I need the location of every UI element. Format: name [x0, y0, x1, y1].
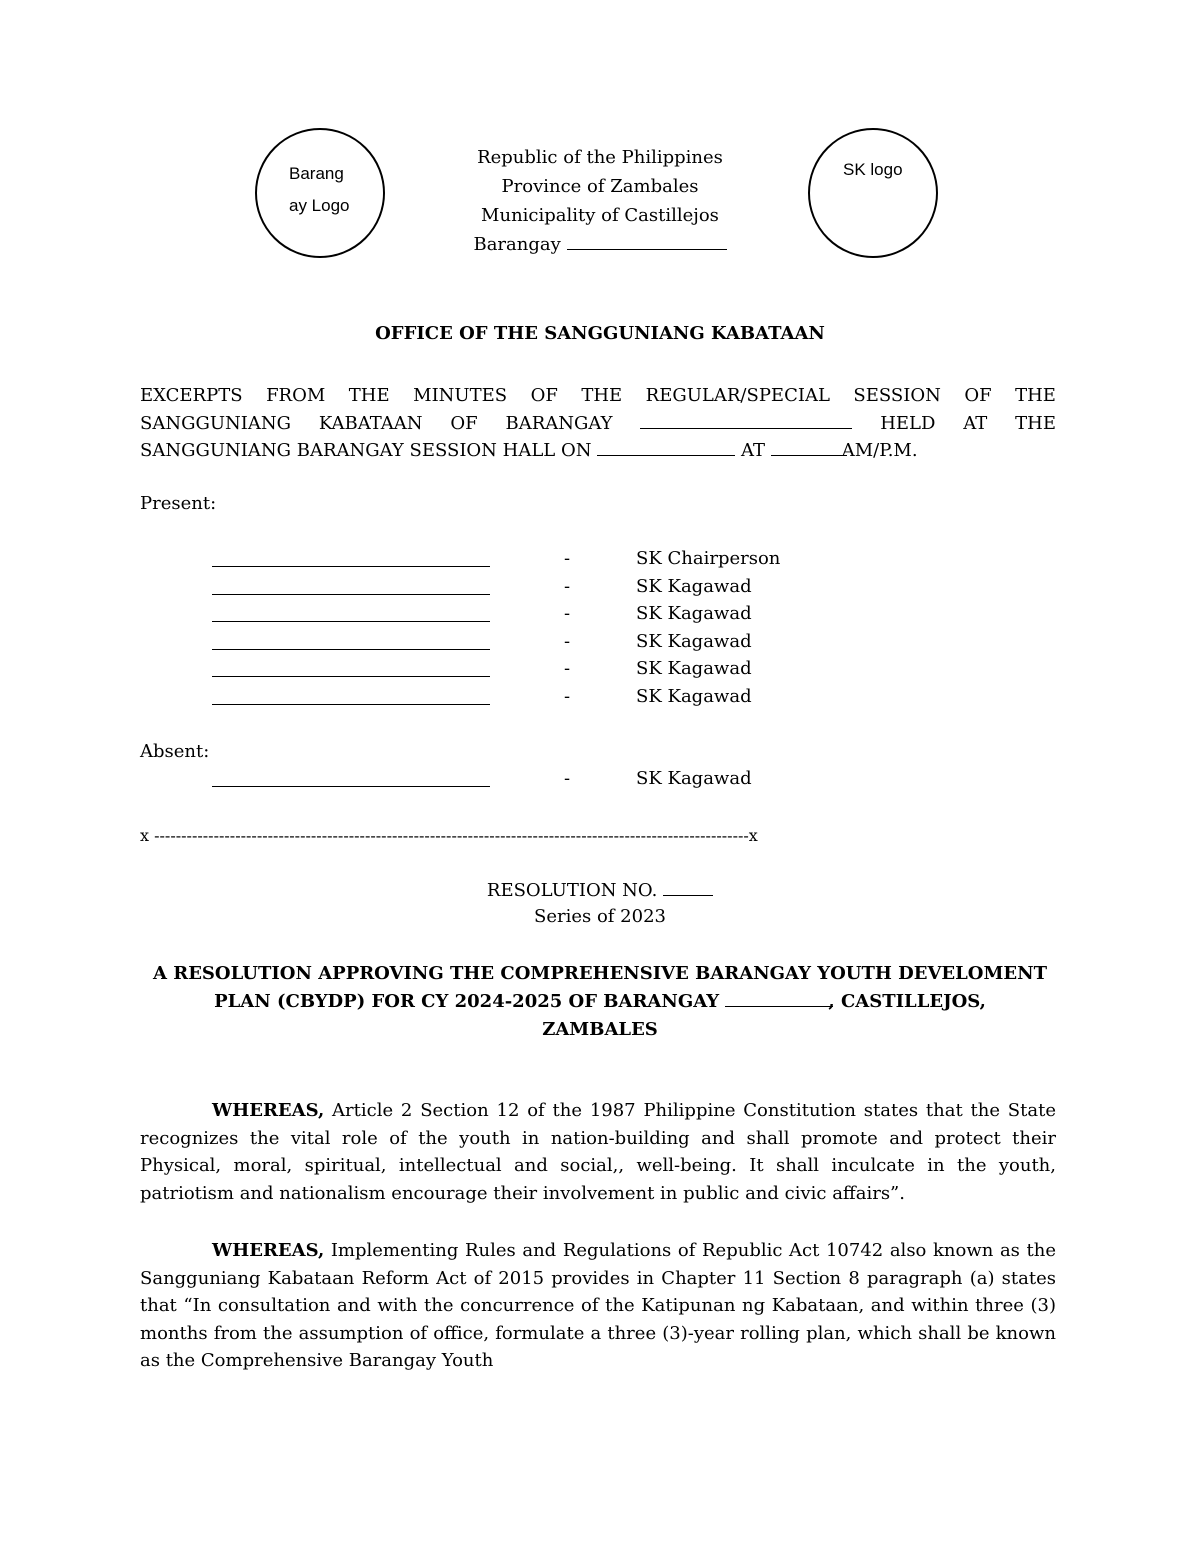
present-member-row: [0, 631, 1200, 657]
barangay-logo-text: Barangay Logo: [289, 164, 350, 215]
excerpt-line1-word: REGULAR/SPECIAL: [645, 385, 830, 406]
excerpt-line-1: [140, 382, 1056, 410]
header-barangay-label: Barangay: [473, 234, 561, 255]
resolution-title-line-3: ZAMBALES: [542, 1019, 658, 1040]
member-dash: -: [564, 575, 571, 597]
resolution-title-line-1: A RESOLUTION APPROVING THE COMPREHENSIVE BARANGAY YOUTH DEVELOMENT: [153, 963, 1047, 984]
resolution-number-label: RESOLUTION NO.: [486, 880, 658, 901]
whereas-paragraph-2: [140, 1237, 1056, 1375]
barangay-logo-placeholder: [255, 128, 385, 258]
member-position: SK Kagawad: [636, 768, 752, 789]
session-date-blank[interactable]: [597, 437, 735, 456]
whereas-paragraph-1: [140, 1097, 1056, 1207]
excerpt-ampm: AM/P.M.: [841, 440, 918, 461]
excerpt-line1-word: MINUTES: [413, 385, 508, 406]
excerpt-line-2: [140, 410, 1056, 438]
resolution-title: [140, 960, 1060, 1044]
excerpt-line1-word: OF: [964, 385, 992, 406]
member-position: SK Kagawad: [636, 630, 752, 652]
excerpt-barangay-blank[interactable]: [640, 410, 852, 429]
section-separator: x --------------------------------------------------------------------------------------------------------------x: [140, 826, 758, 845]
excerpt-line2-word: BARANGAY: [505, 412, 613, 434]
member-name-blank[interactable]: [212, 649, 490, 650]
header-province: Province of Zambales: [501, 176, 699, 197]
excerpt-session-hall: SANGGUNIANG BARANGAY SESSION HALL ON: [140, 440, 592, 461]
excerpt-line1-word: THE: [348, 385, 390, 406]
excerpt-line2-word: OF: [450, 412, 478, 434]
absent-label: Absent:: [140, 741, 210, 762]
member-position: SK Kagawad: [636, 658, 752, 679]
header-municipality: Municipality of Castillejos: [481, 205, 719, 226]
member-dash: -: [564, 630, 571, 652]
excerpt-line1-word: THE: [581, 385, 623, 406]
member-name-blank[interactable]: [212, 786, 490, 787]
absent-member-row: [0, 768, 1200, 794]
member-position: SK Kagawad: [636, 685, 752, 707]
member-name-blank[interactable]: [212, 594, 490, 595]
present-member-row: [0, 658, 1200, 684]
whereas-1-text: Article 2 Section 12 of the 1987 Philippine Constitution states that the State recognizes the vital role of the youth in nation-building and shall promote and protect their Physical, moral, spiritual, intellectual and social,, well-being. It shall inculcate in the youth, patriotism and nationalism encourage their involvement in public and civic affairs”.: [140, 1100, 1056, 1204]
member-dash: -: [564, 685, 571, 707]
excerpt-line1-word: OF: [530, 385, 558, 406]
header-barangay-line: [400, 230, 800, 259]
present-member-row: [0, 603, 1200, 629]
excerpt-line2-word: AT: [963, 412, 988, 434]
resolution-title-line-2a: PLAN (CBYDP) FOR CY 2024-2025 OF BARANGAY: [214, 991, 720, 1012]
excerpt-line1-word: SESSION: [853, 385, 941, 406]
excerpt-line1-word: THE: [1015, 385, 1056, 406]
title-barangay-blank[interactable]: [725, 988, 833, 1007]
present-label: Present:: [140, 493, 217, 514]
member-dash: -: [564, 603, 571, 624]
member-position: SK Kagawad: [636, 575, 752, 597]
member-dash: -: [564, 768, 571, 789]
minutes-excerpt: [140, 382, 1056, 465]
session-time-blank[interactable]: [771, 437, 847, 456]
whereas-2-lead: WHEREAS,: [212, 1240, 325, 1261]
present-member-row: [0, 548, 1200, 574]
resolution-number-blank[interactable]: [663, 877, 713, 896]
header-republic: Republic of the Philippines: [477, 147, 723, 168]
member-position: SK Chairperson: [636, 548, 781, 569]
member-position: SK Kagawad: [636, 603, 752, 624]
excerpt-line2-word: THE: [1015, 412, 1056, 434]
member-name-blank[interactable]: [212, 566, 490, 567]
sk-logo-text: SK logo: [843, 160, 903, 179]
member-name-blank[interactable]: [212, 704, 490, 705]
excerpt-line1-word: EXCERPTS: [140, 385, 243, 406]
excerpt-line2-word: HELD: [880, 412, 936, 434]
resolution-series: Series of 2023: [534, 906, 666, 927]
resolution-title-line-2b: , CASTILLEJOS,: [828, 991, 986, 1012]
letterhead: [400, 143, 800, 259]
member-name-blank[interactable]: [212, 676, 490, 677]
whereas-2-text: Implementing Rules and Regulations of Republic Act 10742 also known as the Sangguniang Kabataan Reform Act of 2015 provides in Chapter 11 Section 8 paragraph (a) states that “In consultation and with the concurrence of the Katipunan ng Kabataan, and within three (3) months from the assumption of office, formulate a three (3)-year rolling plan, which shall be known as the Comprehensive Barangay Youth: [140, 1240, 1056, 1371]
resolution-number: [0, 877, 1200, 901]
member-name-blank[interactable]: [212, 621, 490, 622]
office-title: OFFICE OF THE SANGGUNIANG KABATAAN: [375, 323, 825, 344]
barangay-name-blank[interactable]: [567, 231, 727, 250]
excerpt-line2-word: SANGGUNIANG: [140, 412, 291, 434]
excerpt-line1-word: FROM: [266, 385, 326, 406]
excerpt-line2-word: KABATAAN: [318, 412, 423, 434]
present-member-row: [0, 576, 1200, 602]
excerpt-line-3: [140, 437, 1056, 465]
present-member-row: [0, 686, 1200, 712]
member-dash: -: [564, 658, 571, 679]
excerpt-at: AT: [740, 440, 765, 461]
member-dash: -: [564, 548, 571, 569]
resolution-title-line-2: [140, 988, 1060, 1016]
whereas-1-lead: WHEREAS,: [212, 1100, 325, 1121]
sk-logo-placeholder: [808, 128, 938, 258]
